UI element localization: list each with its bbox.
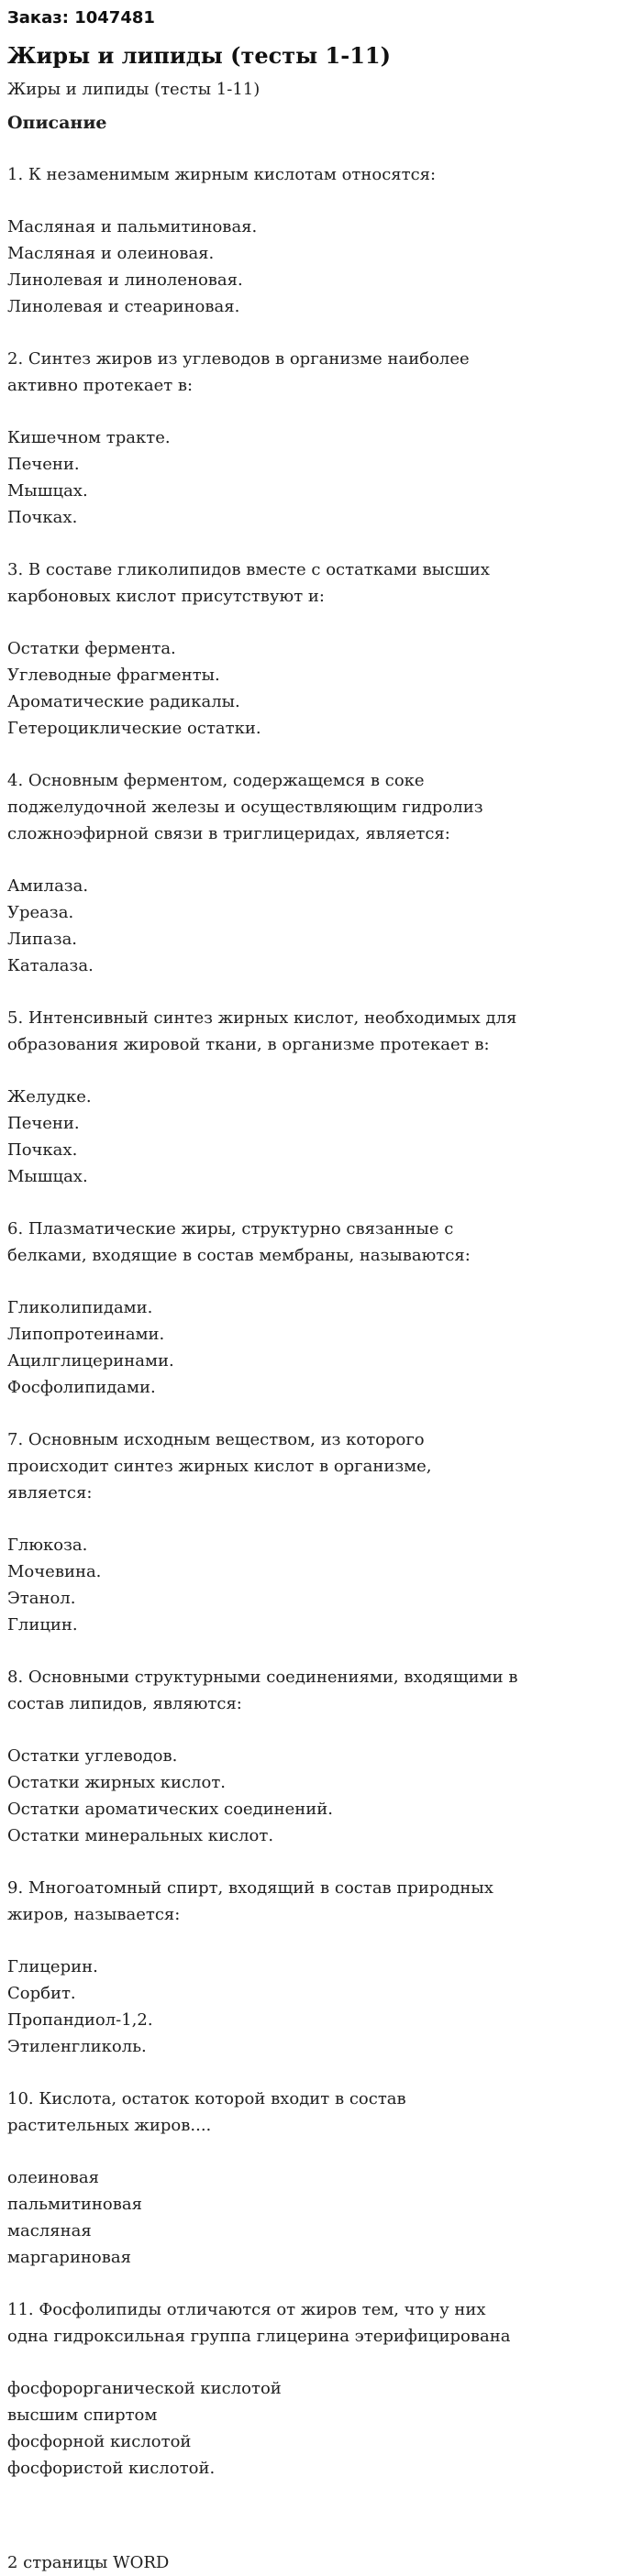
question-text: 5. Интенсивный синтез жирных кислот, необходимых для образования жировой ткани, в организме протекает в: bbox=[7, 1008, 517, 1054]
page-subtitle: Жиры и липиды (тесты 1-11) bbox=[7, 80, 261, 99]
answer-option: Глицерин. bbox=[7, 1957, 98, 1976]
question-block bbox=[7, 1664, 521, 1849]
question-text: 6. Плазматические жиры, структурно связанные с белками, входящие в состав мембраны, называются: bbox=[7, 1219, 471, 1265]
description-heading: Описание bbox=[7, 113, 107, 133]
question-block bbox=[7, 1875, 521, 2060]
questions-list bbox=[7, 161, 521, 2482]
answer-option: Остатки ароматических соединений. bbox=[7, 1800, 333, 1819]
question-block bbox=[7, 1216, 521, 1401]
answer-option: Глюкоза. bbox=[7, 1536, 88, 1555]
answer-option: Почках. bbox=[7, 508, 78, 527]
answer-list bbox=[7, 1743, 521, 1849]
answer-option: высшим спиртом bbox=[7, 2405, 158, 2425]
answer-option: Остатки жирных кислот. bbox=[7, 1773, 227, 1792]
answer-list bbox=[7, 873, 521, 979]
answer-option: Остатки углеводов. bbox=[7, 1746, 178, 1766]
question-block bbox=[7, 2296, 521, 2482]
question-text: 7. Основным исходным веществом, из которого происходит синтез жирных кислот в организме, является: bbox=[7, 1430, 432, 1503]
answer-option: Липаза. bbox=[7, 930, 78, 949]
answer-option: Этанол. bbox=[7, 1589, 76, 1608]
answer-option: Печени. bbox=[7, 1114, 80, 1133]
answer-option: Ацилглицеринами. bbox=[7, 1351, 174, 1371]
answer-option: олеиновая bbox=[7, 2168, 99, 2187]
answer-option: Мышцах. bbox=[7, 1167, 88, 1186]
question-text: 9. Многоатомный спирт, входящий в состав природных жиров, называется: bbox=[7, 1878, 493, 1924]
answer-option: Остатки фермента. bbox=[7, 639, 176, 658]
question-block bbox=[7, 161, 521, 320]
answer-list bbox=[7, 1294, 521, 1401]
answer-option: Ароматические радикалы. bbox=[7, 692, 240, 711]
answer-option: Почках. bbox=[7, 1140, 78, 1160]
question-text: 8. Основными структурными соединениями, входящими в состав липидов, являются: bbox=[7, 1668, 518, 1713]
question-block bbox=[7, 556, 521, 742]
question-block bbox=[7, 2086, 521, 2271]
answer-option: Фосфолипидами. bbox=[7, 1378, 156, 1397]
question-text: 10. Кислота, остаток которой входит в состав растительных жиров.... bbox=[7, 2089, 406, 2135]
answer-option: Мышцах. bbox=[7, 481, 88, 501]
page-title: Жиры и липиды (тесты 1-11) bbox=[7, 42, 391, 69]
answer-option: Остатки минеральных кислот. bbox=[7, 1826, 274, 1845]
answer-option: Глицин. bbox=[7, 1615, 78, 1635]
answer-option: Амилаза. bbox=[7, 876, 89, 896]
answer-option: Масляная и пальмитиновая. bbox=[7, 217, 258, 237]
answer-option: Мочевина. bbox=[7, 1562, 102, 1581]
answer-option: маргариновая bbox=[7, 2248, 131, 2267]
answer-list bbox=[7, 1084, 521, 1190]
question-text: 2. Синтез жиров из углеводов в организме наиболее активно протекает в: bbox=[7, 349, 470, 395]
answer-option: Линолевая и стеариновая. bbox=[7, 297, 240, 316]
answer-option: Кишечном тракте. bbox=[7, 428, 171, 447]
answer-option: Масляная и олеиновая. bbox=[7, 244, 215, 263]
answer-option: фосфористой кислотой. bbox=[7, 2459, 216, 2478]
answer-option: Липопротеинами. bbox=[7, 1325, 165, 1344]
answer-option: Сорбит. bbox=[7, 1984, 76, 2003]
answer-option: масляная bbox=[7, 2221, 92, 2240]
answer-option: Желудке. bbox=[7, 1087, 92, 1106]
pages-note: 2 страницы WORD bbox=[7, 2553, 170, 2572]
answer-list bbox=[7, 214, 521, 320]
answer-list bbox=[7, 2164, 521, 2271]
answer-option: фосфорной кислотой bbox=[7, 2432, 192, 2451]
answer-option: Гликолипидами. bbox=[7, 1298, 153, 1317]
answer-option: Гетероциклические остатки. bbox=[7, 719, 261, 738]
answer-list bbox=[7, 424, 521, 531]
answer-list bbox=[7, 635, 521, 742]
question-block bbox=[7, 1005, 521, 1190]
answer-option: Этиленгликоль. bbox=[7, 2037, 147, 2056]
document-page bbox=[7, 6, 521, 2576]
answer-option: Углеводные фрагменты. bbox=[7, 666, 220, 685]
answer-option: фосфорорганической кислотой bbox=[7, 2379, 282, 2398]
question-text: 11. Фосфолипиды отличаются от жиров тем, что у них одна гидроксильная группа глицерина этерифицирована bbox=[7, 2300, 511, 2346]
order-number: Заказ: 1047481 bbox=[7, 8, 155, 28]
answer-option: Печени. bbox=[7, 455, 80, 474]
question-text: 1. К незаменимым жирным кислотам относятся: bbox=[7, 165, 437, 184]
answer-option: Уреаза. bbox=[7, 903, 74, 922]
answer-list bbox=[7, 1532, 521, 1638]
question-text: 4. Основным ферментом, содержащемся в соке поджелудочной железы и осуществляющим гидролиз сложноэфирной связи в триглицеридах, является: bbox=[7, 771, 483, 843]
answer-option: Каталаза. bbox=[7, 956, 94, 975]
answer-list bbox=[7, 1954, 521, 2060]
question-block bbox=[7, 1426, 521, 1638]
question-block bbox=[7, 346, 521, 531]
answer-list bbox=[7, 2375, 521, 2482]
answer-option: пальмитиновая bbox=[7, 2195, 142, 2214]
answer-option: Линолевая и линоленовая. bbox=[7, 270, 243, 290]
question-text: 3. В составе гликолипидов вместе с остатками высших карбоновых кислот присутствуют и: bbox=[7, 560, 490, 606]
question-block bbox=[7, 767, 521, 979]
answer-option: Пропандиол-1,2. bbox=[7, 2010, 153, 2030]
